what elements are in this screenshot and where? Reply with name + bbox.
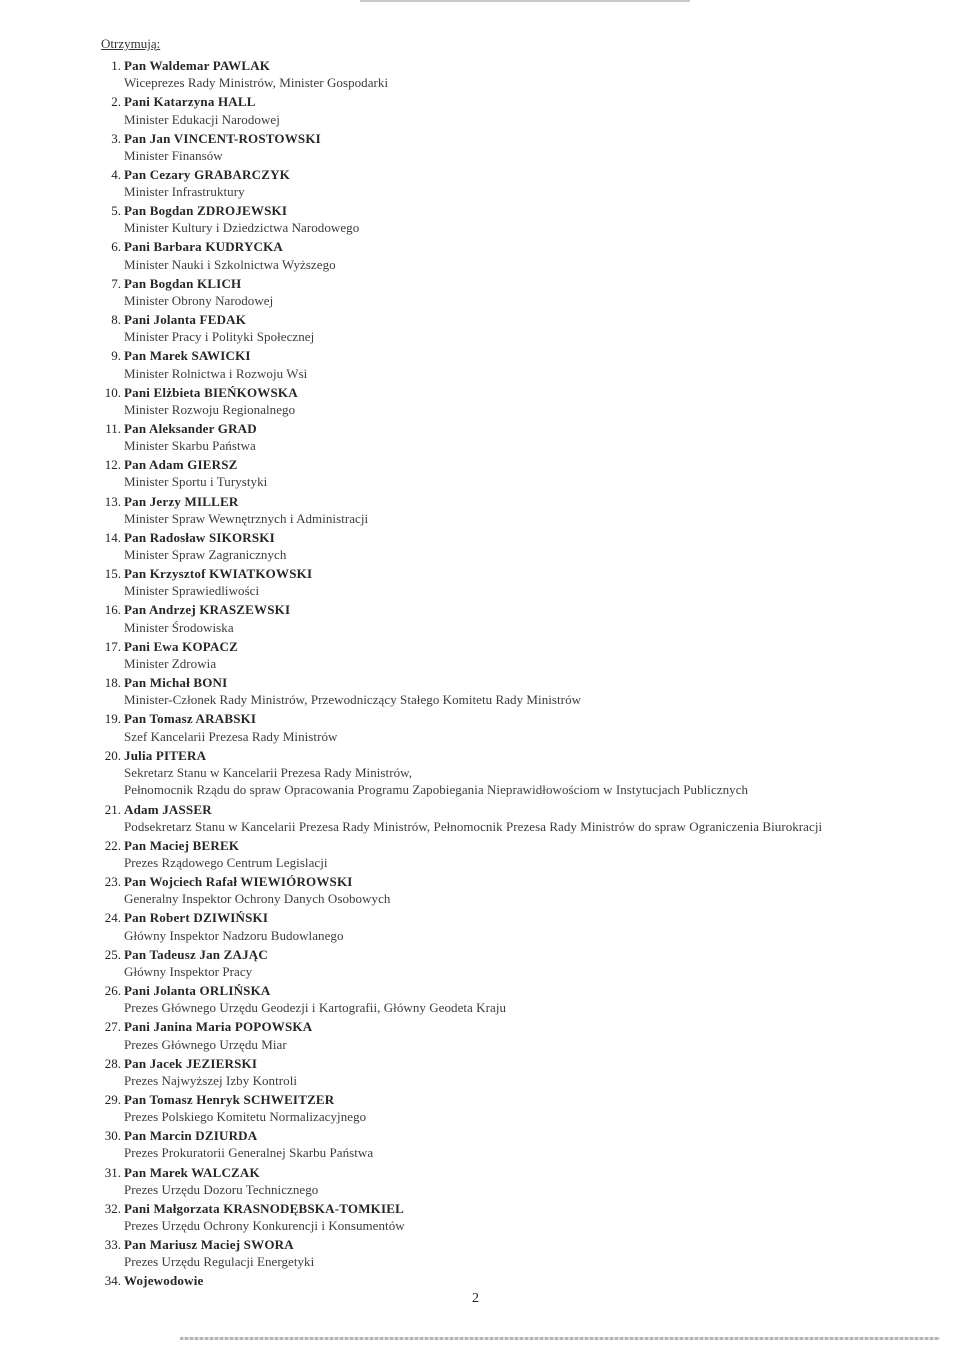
recipient-role: Prezes Głównego Urzędu Miar	[124, 1036, 287, 1052]
recipient-entry	[96, 1127, 916, 1161]
recipient-entry	[96, 93, 916, 127]
recipient-entry	[96, 1236, 916, 1270]
recipient-name: Pan Tomasz Henryk SCHWEITZER	[124, 1091, 335, 1107]
recipient-name: Pan Jan VINCENT-ROSTOWSKI	[124, 130, 321, 146]
recipient-body	[124, 529, 916, 563]
scan-bottom-edge	[180, 1337, 940, 1340]
recipient-role: Szef Kancelarii Prezesa Rady Ministrów	[124, 728, 338, 744]
recipient-entry	[96, 873, 916, 907]
recipient-number: 31.	[104, 1164, 121, 1180]
recipient-list	[96, 57, 916, 1292]
recipient-entry	[96, 909, 916, 943]
recipient-body	[124, 1091, 916, 1125]
recipient-body	[124, 638, 916, 672]
recipient-number: 8.	[111, 312, 121, 328]
recipient-body	[124, 946, 916, 980]
recipient-entry	[96, 311, 916, 345]
recipient-body	[124, 420, 916, 454]
recipient-role: Prezes Głównego Urzędu Geodezji i Kartografii, Główny Geodeta Kraju	[124, 1000, 507, 1016]
recipient-number: 32.	[104, 1200, 121, 1216]
recipient-body	[124, 130, 916, 164]
recipient-number: 20.	[104, 747, 121, 763]
recipient-entry	[96, 1200, 916, 1234]
recipient-role: Sekretarz Stanu w Kancelarii Prezesa Rady Ministrów,	[124, 764, 413, 780]
recipient-number: 19.	[104, 711, 121, 727]
recipient-body	[124, 982, 916, 1016]
recipient-role: Minister Edukacji Narodowej	[124, 111, 280, 127]
recipient-entry	[96, 1091, 916, 1125]
recipient-entry	[96, 1018, 916, 1052]
recipient-name: Pani Jolanta ORLIŃSKA	[124, 983, 271, 999]
recipient-number: 30.	[104, 1128, 121, 1144]
recipient-name: Pan Waldemar PAWLAK	[124, 58, 271, 73]
recipient-entry	[96, 638, 916, 672]
recipient-entry	[96, 565, 916, 599]
recipient-body	[124, 801, 916, 835]
recipient-entry	[96, 130, 916, 164]
recipient-entry	[96, 57, 916, 91]
recipient-body	[124, 1236, 916, 1270]
recipient-role: Minister Zdrowia	[124, 655, 217, 671]
recipient-entry	[96, 1164, 916, 1198]
recipient-number: 4.	[111, 166, 121, 182]
recipient-name: Pan Michał BONI	[124, 675, 228, 691]
recipient-entry	[96, 347, 916, 381]
recipient-name: Pani Ewa KOPACZ	[124, 638, 238, 654]
recipient-number: 2.	[111, 94, 121, 110]
recipient-number: 12.	[104, 457, 121, 473]
recipient-number: 15.	[104, 566, 121, 582]
recipient-number: 10.	[104, 384, 121, 400]
recipient-entry	[96, 982, 916, 1016]
recipient-name: Pani Katarzyna HALL	[124, 94, 256, 110]
recipient-number: 21.	[104, 801, 121, 817]
recipient-role: Minister Finansów	[124, 147, 223, 163]
recipient-body	[124, 674, 916, 708]
recipient-name: Pan Robert DZIWIŃSKI	[124, 910, 269, 926]
recipient-body	[124, 1055, 916, 1089]
recipient-body	[124, 311, 916, 345]
recipient-entry	[96, 529, 916, 563]
recipient-number: 7.	[111, 275, 121, 291]
recipient-entry	[96, 946, 916, 980]
recipient-name: Wojewodowie	[124, 1273, 204, 1289]
recipient-name: Pani Małgorzata KRASNODĘBSKA-TOMKIEL	[124, 1200, 404, 1216]
recipient-role: Minister Rozwoju Regionalnego	[124, 401, 296, 417]
recipient-name: Pan Cezary GRABARCZYK	[124, 166, 290, 182]
scan-top-edge	[360, 0, 690, 2]
recipient-number: 18.	[104, 675, 121, 691]
recipient-entry	[96, 238, 916, 272]
recipient-role: Generalny Inspektor Ochrony Danych Osobowych	[124, 891, 391, 907]
recipient-body	[124, 347, 916, 381]
recipient-name: Pan Marek SAWICKI	[124, 348, 251, 364]
recipient-body	[124, 238, 916, 272]
recipient-role: Minister Sportu i Turystyki	[124, 474, 268, 490]
recipient-role: Minister Pracy i Polityki Społecznej	[124, 329, 315, 345]
recipient-entry	[96, 456, 916, 490]
recipient-body	[124, 93, 916, 127]
recipient-role: Minister Kultury i Dziedzictwa Narodowego	[124, 220, 360, 236]
recipient-number: 13.	[104, 493, 121, 509]
recipient-entry	[96, 384, 916, 418]
recipient-name: Pan Andrzej KRASZEWSKI	[124, 602, 291, 618]
recipient-name: Pan Bogdan KLICH	[124, 275, 242, 291]
recipient-number: 29.	[104, 1091, 121, 1107]
recipient-role: Minister Rolnictwa i Rozwoju Wsi	[124, 365, 308, 381]
recipient-role: Główny Inspektor Pracy	[124, 963, 253, 979]
recipient-body	[124, 565, 916, 599]
recipient-role: Minister Spraw Wewnętrznych i Administracji	[124, 510, 369, 526]
recipient-number: 9.	[111, 348, 121, 364]
recipient-body	[124, 1127, 916, 1161]
recipient-name: Pan Aleksander GRAD	[124, 420, 257, 436]
recipient-number: 25.	[104, 946, 121, 962]
recipient-role: Minister Infrastruktury	[124, 184, 245, 200]
recipient-number: 14.	[104, 529, 121, 545]
recipient-body	[124, 837, 916, 871]
recipient-name: Pani Elżbieta BIEŃKOWSKA	[124, 384, 298, 400]
recipient-role: Prezes Urzędu Ochrony Konkurencji i Konsumentów	[124, 1218, 405, 1234]
recipient-role: Pełnomocnik Rządu do spraw Opracowania Programu Zapobiegania Nieprawidłowościom w Instytucjach Publicznych	[124, 782, 749, 798]
recipient-name: Pan Tomasz ARABSKI	[124, 711, 257, 727]
recipient-body	[124, 1272, 916, 1289]
recipient-body	[124, 493, 916, 527]
recipient-name: Adam JASSER	[124, 801, 212, 817]
recipient-body	[124, 873, 916, 907]
recipient-role: Prezes Polskiego Komitetu Normalizacyjnego	[124, 1109, 367, 1125]
recipient-name: Pan Marcin DZIURDA	[124, 1128, 258, 1144]
recipient-body	[124, 909, 916, 943]
recipient-number: 28.	[104, 1055, 121, 1071]
recipient-body	[124, 1200, 916, 1234]
recipient-role: Prezes Urzędu Dozoru Technicznego	[124, 1181, 319, 1197]
recipient-number: 26.	[104, 983, 121, 999]
recipient-number: 33.	[104, 1237, 121, 1253]
recipient-entry	[96, 601, 916, 635]
recipient-entry	[96, 1272, 916, 1289]
recipient-entry	[96, 710, 916, 744]
recipient-role: Prezes Rządowego Centrum Legislacji	[124, 855, 328, 871]
recipient-role: Minister Obrony Narodowej	[124, 292, 274, 308]
recipient-name: Pan Wojciech Rafał WIEWIÓROWSKI	[124, 874, 353, 890]
recipient-name: Pan Bogdan ZDROJEWSKI	[124, 203, 288, 219]
recipient-number: 16.	[104, 602, 121, 618]
recipient-role: Wiceprezes Rady Ministrów, Minister Gospodarki	[124, 75, 389, 91]
recipient-name: Pani Janina Maria POPOWSKA	[124, 1019, 313, 1035]
recipient-role: Minister Nauki i Szkolnictwa Wyższego	[124, 256, 336, 272]
recipient-name: Pan Jerzy MILLER	[124, 493, 239, 509]
recipient-role: Minister Środowiska	[124, 619, 234, 635]
recipient-name: Pan Radosław SIKORSKI	[124, 529, 275, 545]
recipient-entry	[96, 747, 916, 799]
recipient-name: Pan Adam GIERSZ	[124, 457, 238, 473]
recipient-number: 22.	[104, 837, 121, 853]
recipient-name: Pan Jacek JEZIERSKI	[124, 1055, 258, 1071]
recipient-entry	[96, 275, 916, 309]
recipient-body	[124, 57, 916, 91]
recipient-body	[124, 166, 916, 200]
recipient-body	[124, 456, 916, 490]
recipient-entry	[96, 420, 916, 454]
recipient-name: Pan Tadeusz Jan ZAJĄC	[124, 946, 268, 962]
recipient-body	[124, 710, 916, 744]
recipient-body	[124, 747, 916, 799]
recipient-role: Prezes Najwyższej Izby Kontroli	[124, 1072, 298, 1088]
recipient-entry	[96, 837, 916, 871]
recipient-body	[124, 384, 916, 418]
recipient-role: Minister Sprawiedliwości	[124, 583, 260, 599]
recipient-entry	[96, 493, 916, 527]
recipient-number: 17.	[104, 638, 121, 654]
recipient-role: Prezes Urzędu Regulacji Energetyki	[124, 1254, 315, 1270]
recipient-entry	[96, 1055, 916, 1089]
recipient-number: 34.	[104, 1273, 121, 1289]
recipient-number: 23.	[104, 874, 121, 890]
recipient-role: Prezes Prokuratorii Generalnej Skarbu Państwa	[124, 1145, 374, 1161]
recipients-header: Otrzymują:	[101, 36, 161, 51]
recipient-role: Minister-Członek Rady Ministrów, Przewodniczący Stałego Komitetu Rady Ministrów	[124, 692, 582, 708]
recipient-body	[124, 601, 916, 635]
recipient-role: Minister Spraw Zagranicznych	[124, 547, 287, 563]
recipient-number: 6.	[111, 239, 121, 255]
recipient-name: Pan Krzysztof KWIATKOWSKI	[124, 566, 313, 582]
recipient-number: 24.	[104, 910, 121, 926]
recipient-name: Pan Marek WALCZAK	[124, 1164, 260, 1180]
recipient-body	[124, 1164, 916, 1198]
recipient-entry	[96, 166, 916, 200]
recipient-body	[124, 202, 916, 236]
recipient-role: Główny Inspektor Nadzoru Budowlanego	[124, 927, 344, 943]
recipient-body	[124, 275, 916, 309]
recipient-name: Pan Maciej BEREK	[124, 837, 240, 853]
recipient-number: 3.	[111, 130, 121, 146]
recipient-name: Julia PITERA	[124, 747, 207, 763]
recipient-name: Pani Jolanta FEDAK	[124, 312, 247, 328]
recipient-name: Pani Barbara KUDRYCKA	[124, 239, 284, 255]
recipient-entry	[96, 202, 916, 236]
recipient-role: Podsekretarz Stanu w Kancelarii Prezesa Rady Ministrów, Pełnomocnik Prezesa Rady Ministrów do spraw Ograniczenia Biurokracji	[124, 818, 823, 834]
recipient-number: 1.	[111, 58, 121, 73]
recipient-number: 11.	[105, 420, 121, 436]
recipient-entry	[96, 674, 916, 708]
recipient-name: Pan Mariusz Maciej SWORA	[124, 1237, 294, 1253]
page-number: 2	[472, 1291, 479, 1306]
recipient-role: Minister Skarbu Państwa	[124, 438, 256, 454]
recipient-body	[124, 1018, 916, 1052]
recipient-number: 5.	[111, 203, 121, 219]
recipient-number: 27.	[104, 1019, 121, 1035]
recipient-entry	[96, 801, 916, 835]
